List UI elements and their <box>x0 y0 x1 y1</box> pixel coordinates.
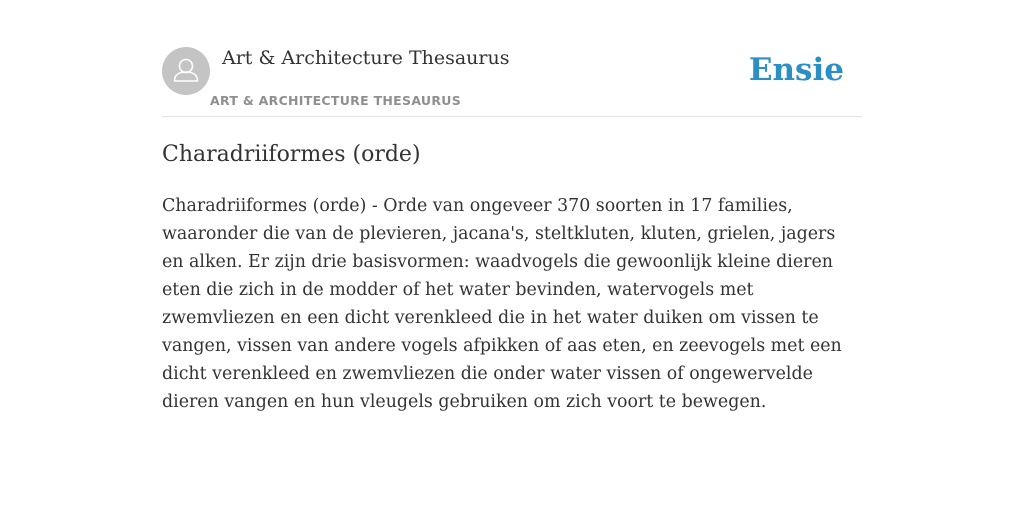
source-title[interactable]: Art & Architecture Thesaurus <box>222 47 510 69</box>
ensie-logo[interactable]: Ensie <box>748 52 844 88</box>
user-silhouette-icon <box>162 47 210 95</box>
source-subtitle[interactable]: ART & ARCHITECTURE THESAURUS <box>210 93 462 108</box>
source-avatar[interactable] <box>162 47 210 95</box>
entry-definition: Charadriiformes (orde) - Orde van ongeveer 370 soorten in 17 families, waaronder die van de plevieren, jacana's, steltkluten, kluten, grielen, jagers en alken. Er zijn drie basisvormen: waadvogels die gewoonlijk kleine dieren eten die zich in de modder of het water bevinden, watervogels met zwemvliezen en een dicht verenkleed die in het water duiken om vissen te vangen, vissen van andere vogels afpikken of aas eten, en zeevogels met een dicht verenkleed en zwemvliezen die onder water vissen of ongewervelde dieren vangen en hun vleugels gebruiken om zich voort te bewegen. <box>162 196 842 412</box>
entry-term: Charadriiformes (orde) <box>162 142 421 167</box>
source-header <box>162 46 862 117</box>
